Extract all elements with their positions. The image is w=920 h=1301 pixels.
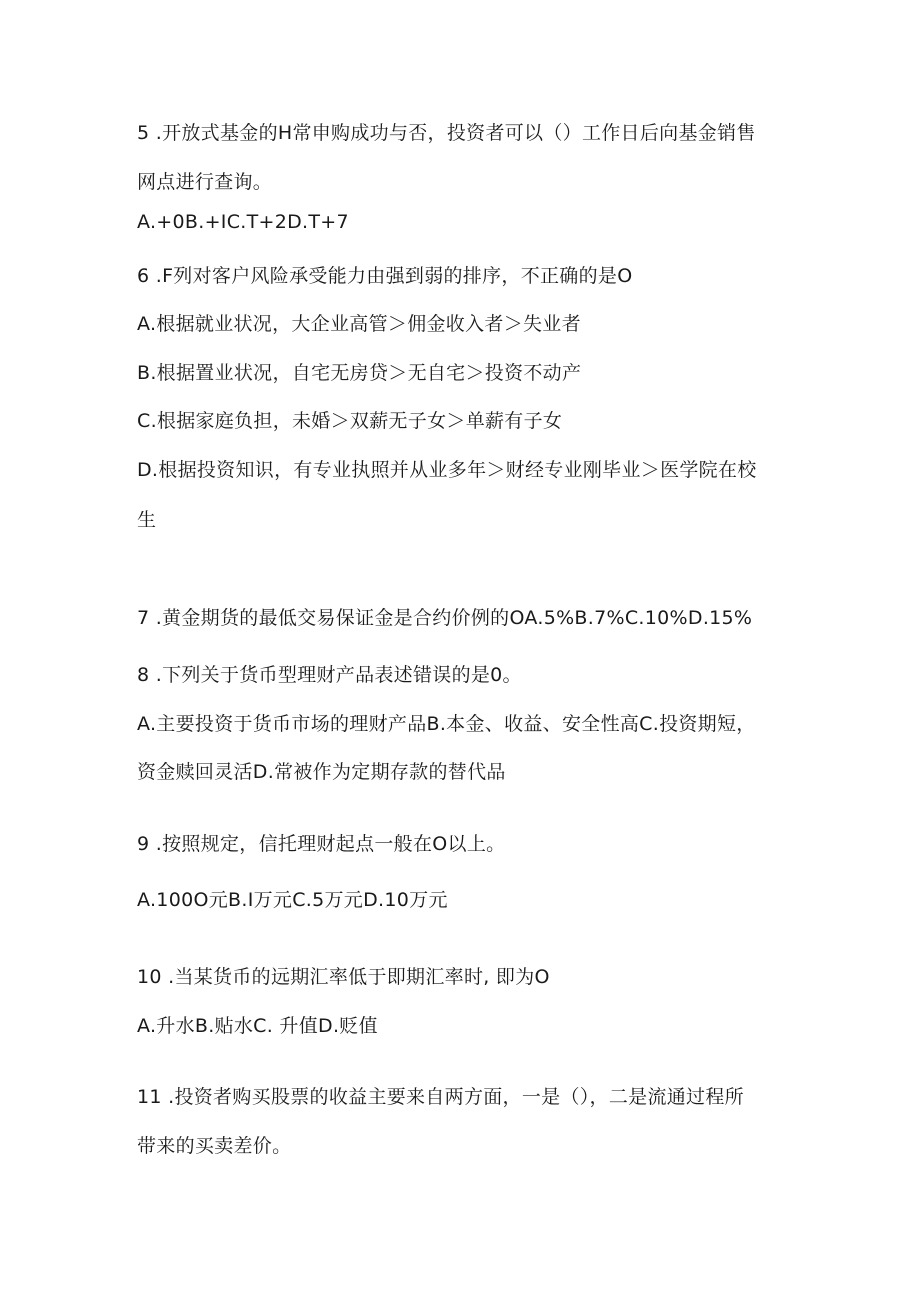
question-10-stem: 10 .当某货币的远期汇率低于即期汇率时, 即为O bbox=[137, 966, 550, 988]
question-6-option-a: A.根据就业状况，大企业高管＞佣金收入者＞失业者 bbox=[137, 313, 581, 335]
question-6-option-d-continued: 生 bbox=[137, 509, 157, 531]
question-5-options: A.+0B.+IC.T+2D.T+7 bbox=[137, 211, 349, 233]
question-7-stem: 7 .黄金期货的最低交易保证金是合约价例的OA.5%B.7%C.10%D.15% bbox=[137, 607, 753, 629]
question-11-stem-continued: 带来的买卖差价。 bbox=[137, 1135, 292, 1157]
question-11-stem: 11 .投资者购买股票的收益主要来自两方面，一是（），二是流通过程所 bbox=[137, 1086, 744, 1108]
question-5-stem-continued: 网点进行查询。 bbox=[137, 171, 273, 193]
question-6-stem: 6 .F列对客户风险承受能力由强到弱的排序，不正确的是O bbox=[137, 265, 633, 287]
question-10-options: A.升水B.贴水C. 升值D.贬值 bbox=[137, 1015, 378, 1037]
question-5-stem: 5 .开放式基金的H常申购成功与否，投资者可以（）工作日后向基金销售 bbox=[137, 122, 756, 144]
question-9-options: A.100O元B.I万元C.5万元D.10万元 bbox=[137, 889, 448, 911]
question-8-options: A.主要投资于货币市场的理财产品B.本金、收益、安全性高C.投资期短， bbox=[137, 713, 756, 735]
question-6-option-d: D.根据投资知识，有专业执照并从业多年＞财经专业刚毕业＞医学院在校 bbox=[137, 459, 757, 481]
question-8-stem: 8 .下列关于货币型理财产品表述错误的是0。 bbox=[137, 664, 522, 686]
question-6-option-b: B.根据置业状况，自宅无房贷＞无自宅＞投资不动产 bbox=[137, 362, 582, 384]
question-9-stem: 9 .按照规定，信托理财起点一般在O以上。 bbox=[137, 833, 506, 855]
question-6-option-c: C.根据家庭负担，未婚＞双薪无子女＞单薪有子女 bbox=[137, 410, 563, 432]
question-8-options-continued: 资金赎回灵活D.常被作为定期存款的替代品 bbox=[137, 761, 506, 783]
